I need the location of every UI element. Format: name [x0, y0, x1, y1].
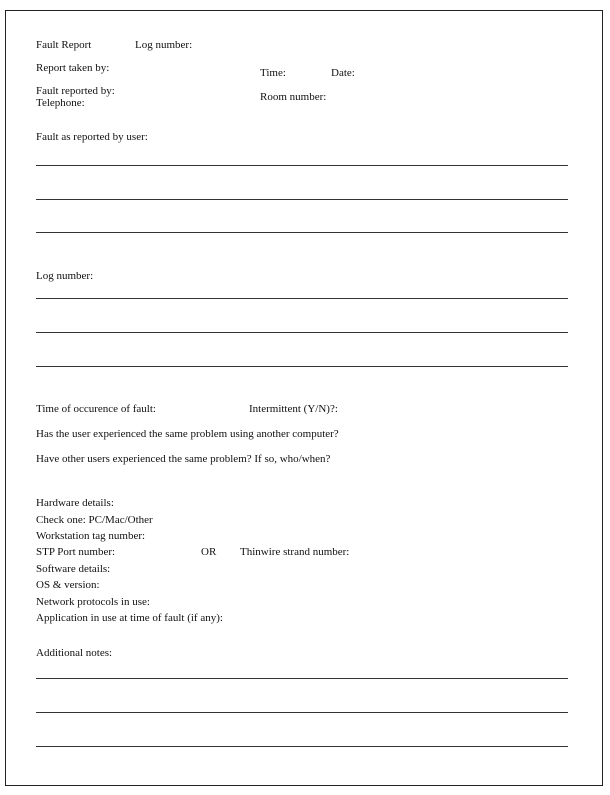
header-log-number-label: Log number: [135, 39, 193, 51]
network-protocols-label: Network protocols in use: [36, 596, 150, 608]
report-taken-by-label: Report taken by: [36, 62, 110, 74]
date-label: Date: [331, 67, 355, 79]
notes-line-1 [36, 678, 568, 679]
hardware-details-label: Hardware details: [36, 497, 114, 509]
log-line-3 [36, 366, 568, 367]
notes-line-3 [36, 746, 568, 747]
log-line-1 [36, 298, 568, 299]
fault-line-1 [36, 165, 568, 166]
log-section-label: Log number: [36, 270, 94, 282]
fault-reported-section-label: Fault as reported by user: [36, 131, 148, 143]
intermittent-label: Intermittent (Y/N)?: [249, 403, 338, 415]
other-users-question: Have other users experienced the same problem? If so, who/when? [36, 453, 331, 465]
fault-line-3 [36, 232, 568, 233]
stp-port-label: STP Port number: [36, 546, 116, 558]
additional-notes-label: Additional notes: [36, 647, 113, 659]
or-label: OR [201, 546, 217, 558]
workstation-tag-label: Workstation tag number: [36, 530, 146, 542]
software-details-label: Software details: [36, 563, 111, 575]
fault-reported-by-label: Fault reported by: [36, 85, 115, 97]
form-border [5, 10, 603, 786]
log-line-2 [36, 332, 568, 333]
thinwire-label: Thinwire strand number: [240, 546, 350, 558]
notes-line-2 [36, 712, 568, 713]
other-computer-question: Has the user experienced the same problem using another computer? [36, 428, 339, 440]
time-of-occurrence-label: Time of occurence of fault: [36, 403, 156, 415]
application-label: Application in use at time of fault (if any): [36, 612, 223, 624]
form-title: Fault Report [36, 39, 92, 51]
fault-line-2 [36, 199, 568, 200]
time-label: Time: [260, 67, 286, 79]
os-version-label: OS & version: [36, 579, 100, 591]
check-one-label: Check one: PC/Mac/Other [36, 514, 153, 526]
room-number-label: Room number: [260, 91, 327, 103]
telephone-label: Telephone: [36, 97, 85, 109]
